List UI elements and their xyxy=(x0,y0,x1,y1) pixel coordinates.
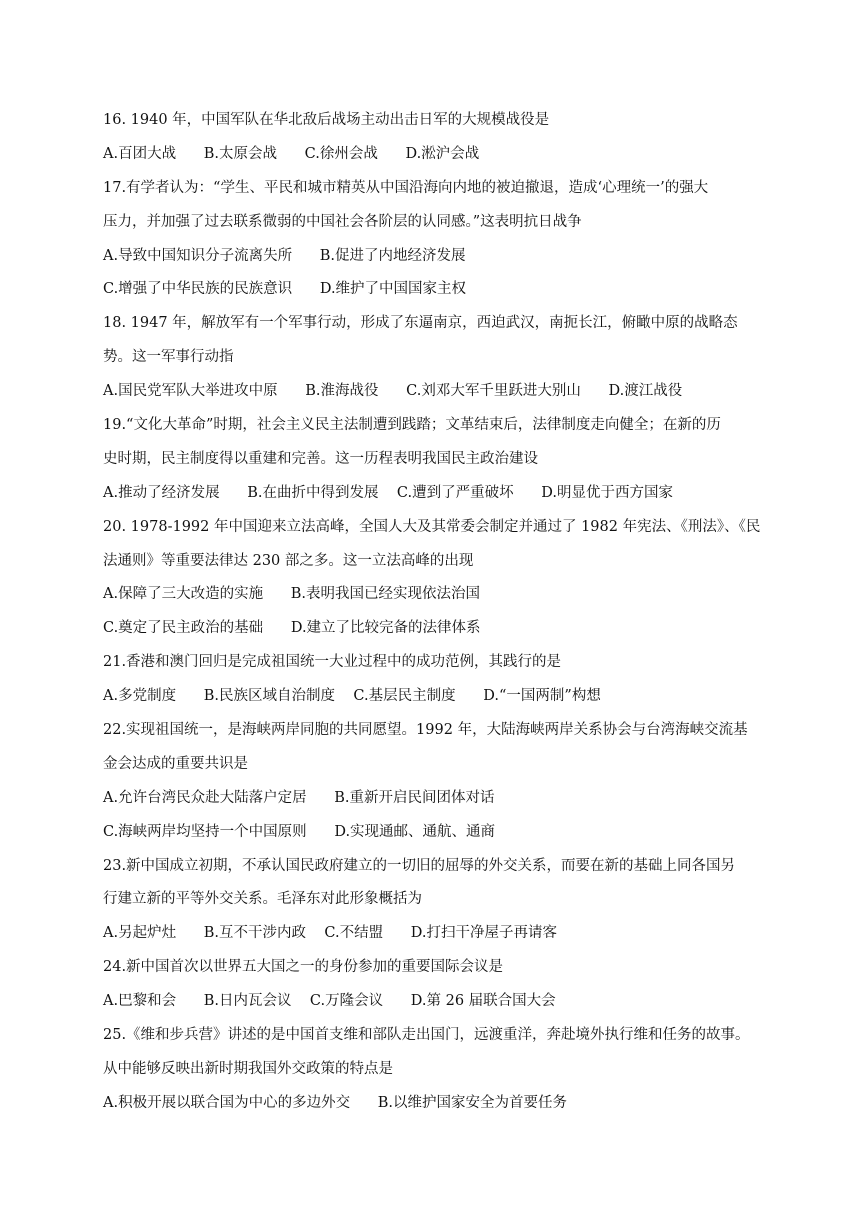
question-stem: 20. 1978-1992 年中国迎来立法高峰，全国人大及其常委会制定并通过了 1982 年宪法、《刑法》、《民 xyxy=(103,518,761,535)
question-19 xyxy=(103,409,763,511)
question-stem: 24.新中国首次以世界五大国之一的身份参加的重要国际会议是 xyxy=(103,959,504,976)
question-stem: 压力，并加强了过去联系微弱的中国社会各阶层的认同感。”这表明抗日战争 xyxy=(103,213,582,230)
answer-options: A.允许台湾民众赴大陆落户定居 B.重新开启民间团体对话 xyxy=(103,789,495,806)
answer-options: C.增强了中华民族的民族意识 D.维护了中国国家主权 xyxy=(103,281,467,298)
question-stem: 22.实现祖国统一，是海峡两岸同胞的共同愿望。1992 年，大陆海峡两岸关系协会与台湾海峡交流基 xyxy=(103,722,748,739)
answer-options: A.国民党军队大举进攻中原 B.淮海战役 C.刘邓大军千里跃进大别山 D.渡江战役 xyxy=(103,383,683,400)
question-stem: 法通则》等重要法律达 230 部之多。这一立法高峰的出现 xyxy=(103,552,474,569)
answer-options: A.百团大战 B.太原会战 C.徐州会战 D.淞沪会战 xyxy=(103,145,480,162)
question-stem: 19.“文化大革命”时期，社会主义民主法制遭到践踏；文革结束后，法律制度走向健全；在新的历 xyxy=(103,417,721,434)
question-stem: 17.有学者认为：“学生、平民和城市精英从中国沿海向内地的被迫撤退，造成‘心理统一’的强大 xyxy=(103,179,709,196)
question-20 xyxy=(103,511,763,647)
exam-page xyxy=(103,104,763,1121)
question-16 xyxy=(103,104,763,172)
question-stem: 史时期，民主制度得以重建和完善。这一历程表明我国民主政治建设 xyxy=(103,450,538,467)
question-stem: 从中能够反映出新时期我国外交政策的特点是 xyxy=(103,1060,393,1077)
answer-options: A.多党制度 B.民族区域自治制度 C.基层民主制度 D.“一国两制”构想 xyxy=(103,688,601,705)
question-stem: 金会达成的重要共识是 xyxy=(103,755,248,772)
question-17 xyxy=(103,172,763,308)
answer-options: A.巴黎和会 B.日内瓦会议 C.万隆会议 D.第 26 届联合国大会 xyxy=(103,993,556,1010)
question-21 xyxy=(103,646,763,714)
question-18 xyxy=(103,307,763,409)
answer-options: A.保障了三大改造的实施 B.表明我国已经实现依法治国 xyxy=(103,586,480,603)
question-stem: 行建立新的平等外交关系。毛泽东对此形象概括为 xyxy=(103,891,422,908)
answer-options: A.导致中国知识分子流离失所 B.促进了内地经济发展 xyxy=(103,247,466,264)
question-stem: 16. 1940 年，中国军队在华北敌后战场主动出击日军的大规模战役是 xyxy=(103,112,550,128)
answer-options: A.积极开展以联合国为中心的多边外交 B.以维护国家安全为首要任务 xyxy=(103,1094,567,1111)
question-stem: 18. 1947 年，解放军有一个军事行动，形成了东逼南京，西迫武汉，南扼长江，俯瞰中原的战略态 xyxy=(103,315,738,332)
answer-options: A.推动了经济发展 B.在曲折中得到发展 C.遭到了严重破坏 D.明显优于西方国家 xyxy=(103,484,673,501)
question-stem: 25.《维和步兵营》讲述的是中国首支维和部队走出国门，远渡重洋，奔赴境外执行维和任务的故事。 xyxy=(103,1027,750,1044)
question-24 xyxy=(103,951,763,1019)
answer-options: C.奠定了民主政治的基础 D.建立了比较完备的法律体系 xyxy=(103,620,481,637)
question-stem: 23.新中国成立初期，不承认国民政府建立的一切旧的屈辱的外交关系，而要在新的基础上同各国另 xyxy=(103,857,736,874)
question-stem: 21.香港和澳门回归是完成祖国统一大业过程中的成功范例，其践行的是 xyxy=(103,654,562,671)
question-stem: 势。这一军事行动指 xyxy=(103,349,234,366)
question-25 xyxy=(103,1019,763,1121)
question-22 xyxy=(103,714,763,850)
answer-options: A.另起炉灶 B.互不干涉内政 C.不结盟 D.打扫干净屋子再请客 xyxy=(103,925,557,942)
answer-options: C.海峡两岸均坚持一个中国原则 D.实现通邮、通航、通商 xyxy=(103,823,496,840)
question-23 xyxy=(103,850,763,952)
